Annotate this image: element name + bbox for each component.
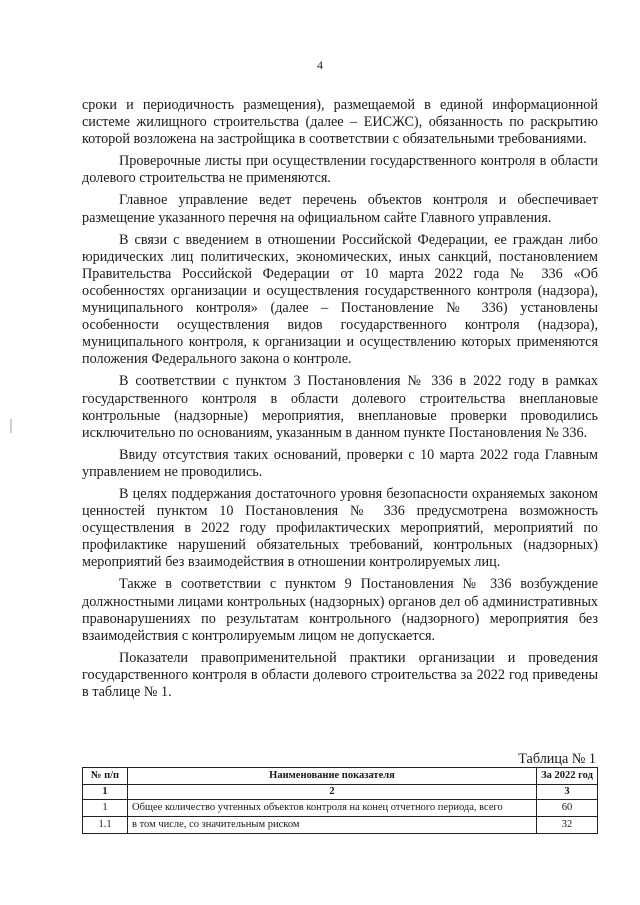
header-value: За 2022 год: [537, 768, 598, 785]
row-name: Общее количество учтенных объектов контроля на конец отчетного периода, всего: [128, 800, 537, 817]
table-row: [83, 800, 598, 817]
header-name: Наименование показателя: [128, 768, 537, 785]
margin-mark: [10, 419, 12, 433]
table-header-row: [83, 768, 598, 785]
paragraph: сроки и периодичность размещения), размещаемой в единой информационной системе жилищного строительства (далее – ЕИСЖС), обязанность по раскрытию которой возложена на застройщика в соответствии с обязательными требованиями.: [82, 97, 598, 148]
paragraph: Проверочные листы при осуществлении государственного контроля в области долевого строительства не применяются.: [82, 153, 598, 187]
index-cell: 2: [128, 785, 537, 800]
paragraph: В связи с введением в отношении Российской Федерации, ее граждан либо юридических лиц политических, экономических, иных санкций, постановлением Правительства Российской Федерации от 10 марта 2022 года № 336 «Об особенностях организации и осуществления государственного контроля (надзора), муниципального контроля» (далее – Постановление № 336) установлены особенности осуществления видов государственного контроля (надзора), муниципального контроля, к организации и осуществлению которых применяются положения Федерального закона о контроле.: [82, 231, 598, 368]
row-name: в том числе, со значительным риском: [128, 817, 537, 834]
paragraph: Также в соответствии с пунктом 9 Постановления № 336 возбуждение должностными лицами контрольных (надзорных) органов дел об административных правонарушениях по результатам контрольного (надзорного) мероприятия без взаимодействия с контролируемым лицом не допускается.: [82, 576, 598, 644]
indicators-table: [82, 767, 598, 834]
paragraph: В соответствии с пунктом 3 Постановления № 336 в 2022 году в рамках государственного контроля в области долевого строительства внеплановые контрольные (надзорные) мероприятия, внеплановые проверки проводились исключительно по основаниям, указанным в данном пункте Постановления № 336.: [82, 373, 598, 441]
table-caption: Таблица № 1: [518, 751, 596, 767]
header-num: № п/п: [83, 768, 128, 785]
table-row: [83, 817, 598, 834]
row-num: 1: [83, 800, 128, 817]
page-number: 4: [317, 58, 323, 72]
paragraph: В целях поддержания достаточного уровня безопасности охраняемых законом ценностей пунктом 10 Постановления № 336 предусмотрена возможность осуществления в 2022 году профилактических мероприятий, мероприятий по профилактике нарушений обязательных требований, контрольных (надзорных) мероприятий без взаимодействия в отношении контролируемых лиц.: [82, 485, 598, 571]
document-body: [82, 97, 598, 706]
paragraph: Ввиду отсутствия таких оснований, проверки с 10 марта 2022 года Главным управлением не проводились.: [82, 446, 598, 480]
index-cell: 1: [83, 785, 128, 800]
table-index-row: [83, 785, 598, 800]
row-value: 60: [537, 800, 598, 817]
paragraph: Главное управление ведет перечень объектов контроля и обеспечивает размещение указанного перечня на официальном сайте Главного управления.: [82, 192, 598, 226]
paragraph: Показатели правоприменительной практики организации и проведения государственного контроля в области долевого строительства за 2022 год приведены в таблице № 1.: [82, 649, 598, 700]
row-value: 32: [537, 817, 598, 834]
row-num: 1.1: [83, 817, 128, 834]
index-cell: 3: [537, 785, 598, 800]
